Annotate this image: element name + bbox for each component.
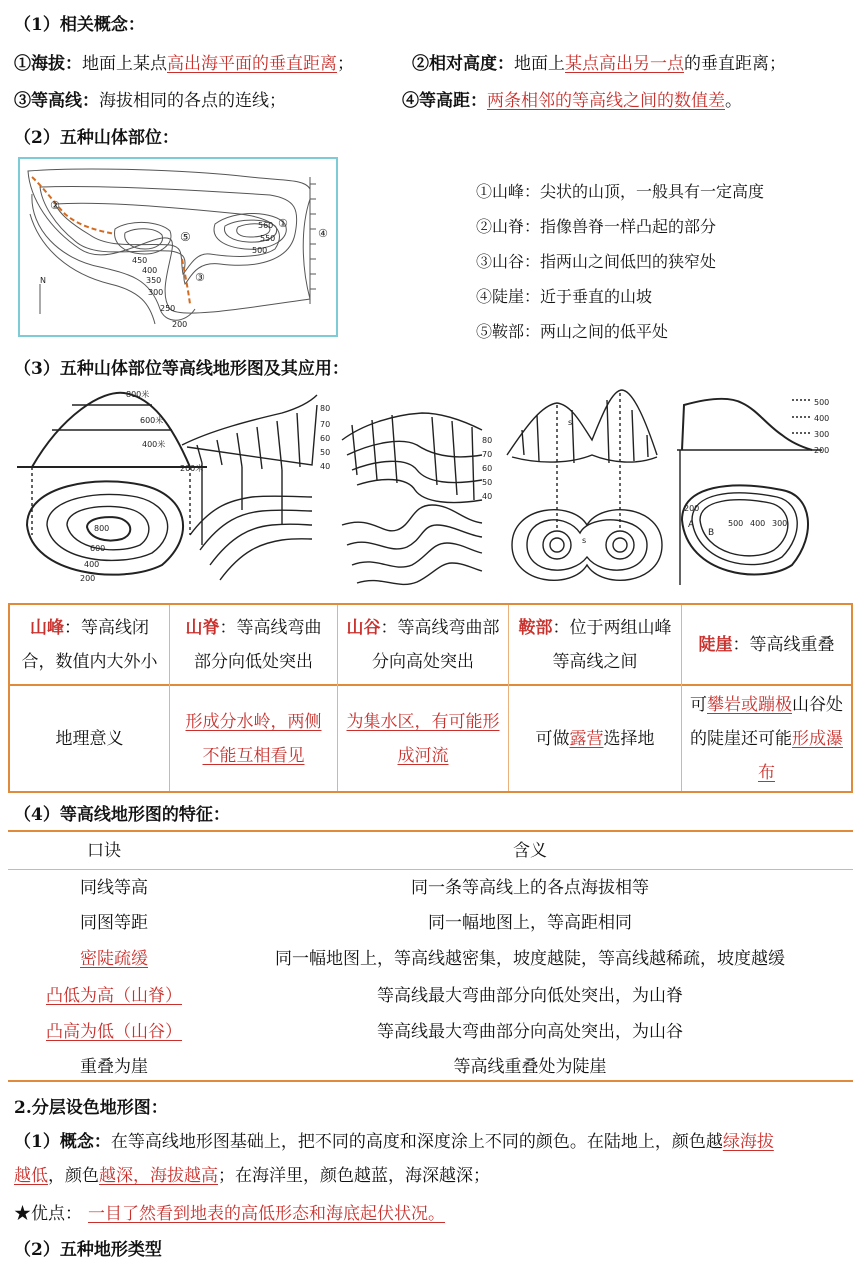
layered-map-concept — [14, 1125, 850, 1193]
map-marker-1: ① — [278, 217, 288, 230]
fig-label: 600 — [90, 544, 106, 553]
cell-label: 山脊 — [185, 617, 220, 638]
cell-text: 可 — [690, 694, 707, 715]
contour-value: 250 — [160, 304, 176, 313]
table-cell — [10, 605, 169, 684]
concept-text: ；在海洋里，颜色越蓝，海深越深； — [218, 1166, 490, 1186]
fig-label: 400 — [84, 560, 100, 569]
table-cell — [170, 605, 337, 684]
concept-contour — [14, 86, 286, 111]
section-2-heading: （2）五种山体部位： — [14, 128, 179, 148]
cell-text: ：等高线弯曲部分向高处突出 — [372, 617, 500, 672]
cell-label: 鞍部 — [518, 617, 553, 638]
table-cell: 地理意义 — [55, 728, 124, 749]
illustration-strip — [12, 385, 850, 590]
map-marker-3: ③ — [195, 271, 205, 284]
fig-label: 800米 — [126, 390, 150, 399]
cell-text: 可做 — [535, 728, 570, 749]
list-item: ①山峰：尖状的山顶，一般具有一定高度 — [476, 182, 765, 201]
concept-label: ④等高距： — [402, 91, 487, 111]
fig-label: 200 — [684, 504, 700, 513]
contour-map-frame — [18, 157, 338, 337]
cell-label: 山谷 — [346, 617, 381, 638]
fig-label: 800 — [94, 524, 110, 533]
cell-text: ：等高线重叠 — [732, 634, 835, 655]
table-row-value: 等高线重叠处为陡崖 — [453, 1057, 607, 1077]
table-cell — [682, 686, 851, 791]
table-row-value: 等高线最大弯曲部分向高处突出，为山谷 — [377, 1022, 683, 1042]
section-4-heading: （4）等高线地形图的特征： — [14, 805, 230, 825]
table-cell — [509, 686, 681, 791]
concept-label: ③等高线： — [14, 91, 99, 111]
concept-text: ，颜色 — [48, 1166, 99, 1186]
landform-illustrations — [12, 385, 850, 590]
table-cell — [170, 686, 337, 791]
concept-text: 。 — [725, 91, 742, 111]
table-row-key: 密陡疏缓 — [80, 949, 148, 969]
ridge-figure — [182, 395, 317, 580]
table-cell — [338, 605, 508, 684]
fig-label: 500 — [814, 398, 830, 407]
concept-key: 越低 — [14, 1166, 48, 1186]
concept-key: 高出海平面的垂直距离 — [167, 54, 337, 74]
fig-label: s — [568, 418, 573, 427]
saddle-figure — [507, 390, 662, 580]
fig-label: 40 — [320, 462, 331, 471]
fig-label: A — [688, 520, 695, 530]
concept-key: 绿海拔 — [722, 1132, 774, 1152]
concept-relative-height — [412, 49, 786, 74]
valley-figure — [342, 413, 482, 584]
concept-label: ②相对高度： — [412, 54, 514, 74]
table-cell — [338, 686, 508, 791]
fig-label: 50 — [320, 448, 331, 457]
advantage-line — [14, 1199, 445, 1224]
table-row-key: 同线等高 — [80, 878, 148, 898]
fig-label: 300 — [772, 519, 788, 528]
table-row-value: 同一条等高线上的各点海拔相等 — [411, 878, 649, 898]
fig-label: s — [582, 536, 587, 545]
fig-label: 70 — [320, 420, 331, 429]
cell-text: 山谷处的陡崖还可能 — [690, 694, 843, 749]
concept-text: 的垂直距离； — [684, 54, 786, 74]
section-3-heading: （3）五种山体部位等高线地形图及其应用： — [14, 359, 349, 379]
north-label: N — [40, 276, 46, 285]
contour-value: 560 — [258, 221, 274, 230]
concept-key: 某点高出另一点 — [565, 54, 684, 74]
section-1-heading: （1）相关概念： — [14, 15, 145, 35]
cell-key: 攀岩或蹦极 — [707, 694, 792, 715]
fig-label: 200 — [80, 574, 96, 583]
table-row-value: 同一幅地图上，等高线越密集，坡度越陡，等高线越稀疏，坡度越缓 — [275, 949, 785, 969]
cell-key: 为集水区，有可能形成河流 — [346, 711, 500, 766]
fig-label: 40 — [482, 492, 493, 501]
fig-label: 400 — [750, 519, 766, 528]
concept-text: 地面上 — [514, 54, 565, 74]
map-marker-4: ④ — [318, 227, 328, 240]
fig-label: 70 — [482, 450, 493, 459]
fig-label: 500 — [728, 519, 744, 528]
contour-value: 400 — [142, 266, 158, 275]
cell-text: ：等高线弯曲部分向低处突出 — [194, 617, 322, 672]
fig-label: 600米 — [140, 416, 164, 425]
cell-label: 陡崖 — [698, 634, 733, 655]
list-item: ②山脊：指像兽脊一样凸起的部分 — [476, 217, 717, 236]
table-cell — [682, 605, 851, 684]
cell-key: 露营 — [569, 728, 604, 749]
advantage-key: 一目了然看到地表的高低形态和海底起伏状况。 — [88, 1204, 445, 1224]
table-row-value: 同一幅地图上，等高距相同 — [428, 913, 632, 933]
list-item: ⑤鞍部：两山之间的低平处 — [476, 322, 669, 341]
table-cell — [509, 605, 681, 684]
list-item: ③山谷：指两山之间低凹的狭窄处 — [476, 252, 717, 271]
cell-text: ：位于两组山峰等高线之间 — [552, 617, 672, 672]
fig-label: 300 — [814, 430, 830, 439]
contour-value: 500 — [252, 246, 268, 255]
advantage-label: ★优点： — [14, 1204, 82, 1224]
table-row-key: 同图等距 — [80, 913, 148, 933]
concept-text: ； — [337, 54, 354, 74]
concept-label: （1）概念： — [14, 1132, 111, 1152]
table-header-meaning: 含义 — [513, 841, 547, 861]
cliff-figure — [677, 399, 822, 585]
section-5-heading: 2.分层设色地形图： — [14, 1098, 168, 1118]
fig-label: 80 — [482, 436, 493, 445]
concept-altitude — [14, 49, 354, 74]
fig-label: 200 — [814, 446, 830, 455]
table-row-key: 凸高为低（山谷） — [46, 1022, 182, 1042]
contour-value: 200 — [172, 320, 188, 329]
map-marker-5: ⑤ — [180, 230, 191, 244]
table-row-key: 凸低为高（山脊） — [46, 986, 182, 1006]
contour-value: 300 — [148, 288, 164, 297]
fig-label: 60 — [482, 464, 493, 473]
table-row-value: 等高线最大弯曲部分向低处突出，为山脊 — [377, 986, 683, 1006]
cell-label: 山峰 — [30, 617, 64, 638]
concept-text: 地面上某点 — [82, 54, 167, 74]
fig-label: 50 — [482, 478, 493, 487]
cell-text: ：等高线闭合，数值内大外小 — [21, 617, 158, 672]
map-marker-2: ② — [50, 199, 60, 212]
concept-text: 海拔相同的各点的连线； — [99, 91, 286, 111]
fig-label: 400米 — [142, 440, 166, 449]
contour-value: 350 — [146, 276, 162, 285]
terrain-types-heading: （2）五种地形类型 — [14, 1240, 162, 1260]
concept-text: 在等高线地形图基础上，把不同的高度和深度涂上不同的颜色。在陆地上，颜色越 — [110, 1132, 723, 1152]
table-row-key: 重叠为崖 — [80, 1057, 148, 1077]
fig-label: 60 — [320, 434, 331, 443]
concept-label: ①海拔： — [14, 54, 82, 74]
fig-label: 400 — [814, 414, 830, 423]
cell-key: 形成分水岭，两侧不能互相看见 — [185, 711, 322, 766]
cell-key: 形成瀑布 — [758, 728, 843, 783]
fig-label: B — [708, 528, 715, 538]
concept-contour-interval — [402, 86, 742, 111]
table-header-mnemonic: 口诀 — [87, 841, 121, 861]
landform-list — [476, 174, 764, 349]
contour-value: 550 — [260, 234, 276, 243]
contour-value: 450 — [132, 256, 148, 265]
concept-key: 越深，海拔越高 — [99, 1166, 218, 1186]
cell-text: 选择地 — [603, 728, 655, 749]
contour-map — [20, 159, 336, 335]
peak-figure — [17, 393, 207, 575]
concept-key: 两条相邻的等高线之间的数值差 — [487, 91, 725, 111]
list-item: ④陡崖：近于垂直的山坡 — [476, 287, 653, 306]
fig-label: 200米 — [180, 464, 204, 473]
fig-label: 80 — [320, 404, 331, 413]
